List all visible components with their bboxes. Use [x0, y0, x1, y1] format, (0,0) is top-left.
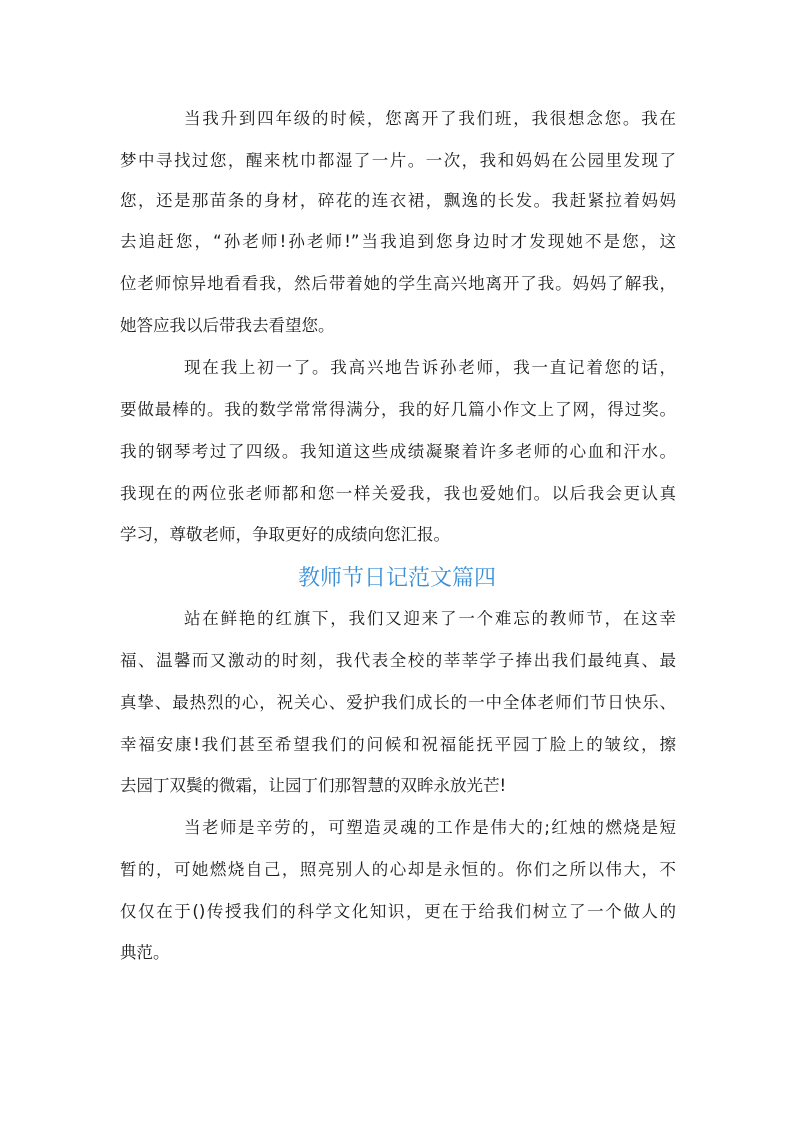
- paragraph-3-line-5: 去园丁双鬓的微霜，让园丁们那智慧的双眸永放光芒!: [120, 776, 507, 795]
- paragraph-3-line-2: 福、温馨而又激动的时刻，我代表全校的莘莘学子捧出我们最纯真、最: [120, 651, 676, 670]
- paragraph-1-line-1: 当我升到四年级的时候，您离开了我们班，我很想念您。我在: [184, 109, 676, 128]
- paragraph-3-line-1: 站在鲜艳的红旗下，我们又迎来了一个难忘的教师节，在这幸: [184, 609, 676, 628]
- paragraph-1-line-3: 您，还是那苗条的身材，碎花的连衣裙，飘逸的长发。我赶紧拉着妈妈: [120, 191, 676, 210]
- paragraph-2-line-4: 我现在的两位张老师都和您一样关爱我，我也爱她们。以后我会更认真: [120, 484, 676, 503]
- paragraph-4-line-2: 暂的，可她燃烧自己，照亮别人的心却是永恒的。你们之所以伟大，不: [120, 860, 676, 879]
- paragraph-2-line-2: 要做最棒的。我的数学常常得满分，我的好几篇小作文上了网，得过奖。: [120, 400, 676, 419]
- paragraph-1-line-2: 梦中寻找过您，醒来枕巾都湿了一片。一次，我和妈妈在公园里发现了: [120, 151, 676, 170]
- paragraph-4-line-1: 当老师是辛劳的，可塑造灵魂的工作是伟大的;红烛的燃烧是短: [184, 818, 676, 837]
- paragraph-2-line-1: 现在我上初一了。我高兴地告诉孙老师，我一直记着您的话，: [184, 358, 676, 377]
- paragraph-4-line-3: 仅仅在于()传授我们的科学文化知识，更在于给我们树立了一个做人的: [120, 902, 676, 921]
- section-heading: 教师节日记范文篇四: [297, 566, 496, 591]
- paragraph-2-line-3: 我的钢琴考过了四级。我知道这些成绩凝聚着许多老师的心血和汗水。: [120, 442, 676, 461]
- paragraph-1-line-5: 位老师惊异地看看我，然后带着她的学生高兴地离开了我。妈妈了解我，: [120, 274, 676, 293]
- paragraph-3-line-3: 真挚、最热烈的心，祝关心、爱护我们成长的一中全体老师们节日快乐、: [120, 693, 676, 712]
- paragraph-1-line-4: 去追赶您，“孙老师!孙老师!”当我追到您身边时才发现她不是您，这: [120, 232, 676, 251]
- paragraph-2-line-5: 学习，尊敬老师，争取更好的成绩向您汇报。: [120, 525, 450, 544]
- paragraph-1-line-6: 她答应我以后带我去看望您。: [120, 316, 335, 335]
- paragraph-4-line-4: 典范。: [120, 943, 170, 962]
- paragraph-3-line-4: 幸福安康!我们甚至希望我们的问候和祝福能抚平园丁脸上的皱纹，擦: [120, 735, 676, 754]
